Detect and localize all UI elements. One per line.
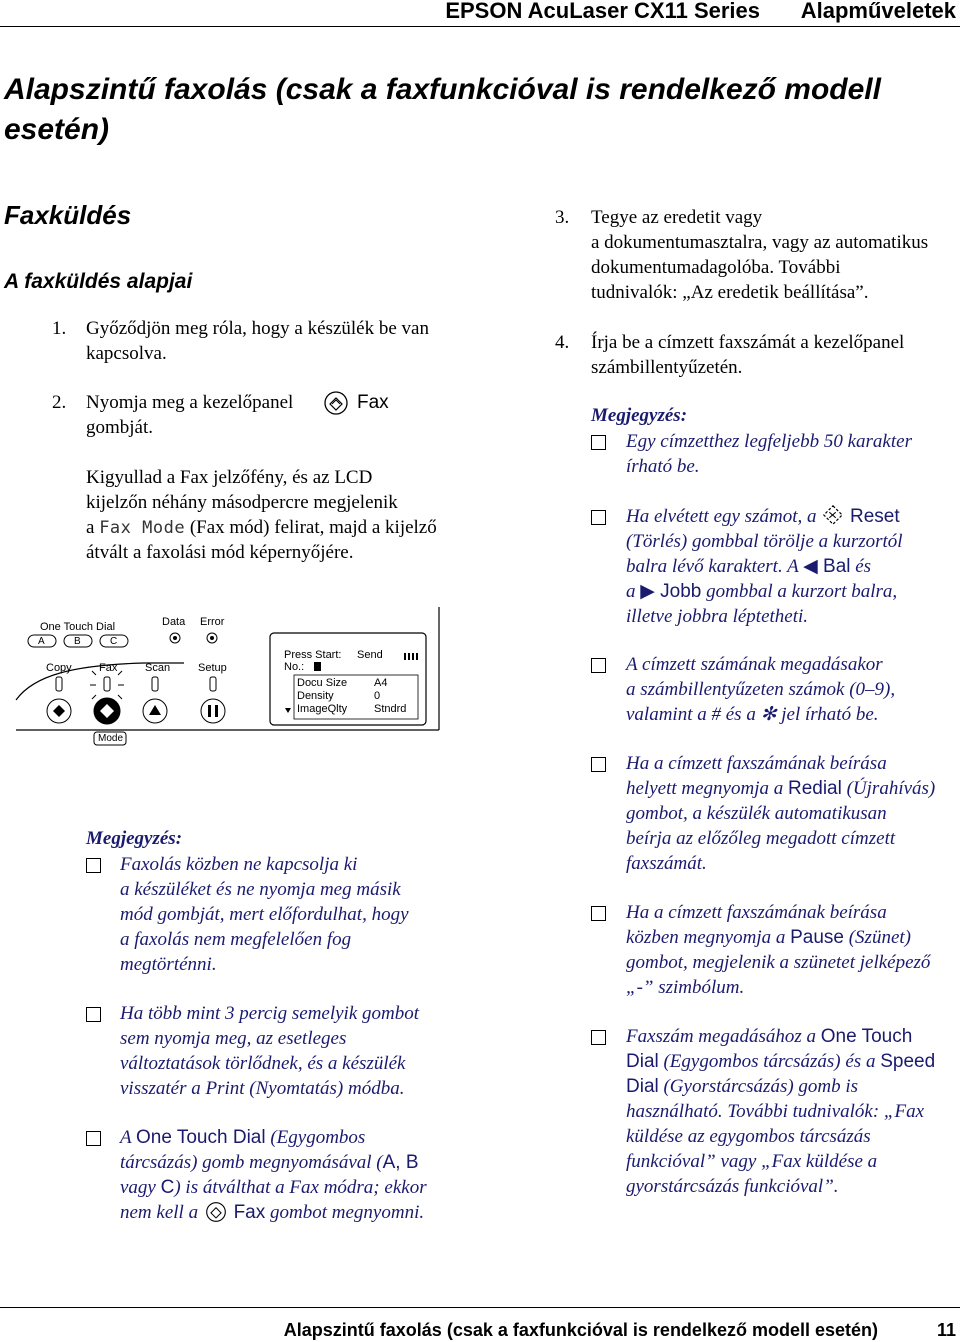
subsection-heading: A faxküldés alapjai — [4, 270, 193, 293]
t: gombot megnyomni. — [270, 1202, 425, 1223]
reset-key: Reset — [849, 506, 900, 527]
page-number: 11 — [936, 1320, 956, 1340]
t: ) is átválthat a Fax módra; ekkor — [174, 1177, 427, 1198]
note-line: küldése az egygombos tárcsázás — [626, 1126, 871, 1147]
fax-button-icon — [323, 390, 349, 416]
note-line — [120, 1125, 427, 1150]
fax-button-icon — [203, 1201, 229, 1223]
step-4-text — [591, 330, 904, 380]
note-line: funkcióval” vagy „Fax küldése a — [626, 1151, 878, 1172]
note-line — [120, 1175, 427, 1200]
note-line — [626, 579, 903, 604]
t: (Egygombos — [270, 1127, 366, 1148]
note-line: (Törlés) gombbal törölje a kurzortól — [626, 531, 903, 552]
error-led-label: Error — [200, 616, 225, 628]
lcd-fax-mode-text: Fax Mode — [99, 518, 186, 538]
checkbox-icon — [86, 858, 101, 873]
note-line: megtörténni. — [120, 954, 217, 975]
speed-key: Speed — [880, 1051, 936, 1072]
t: Ha elvétett egy számot, a — [626, 506, 817, 527]
t: közben megnyomja a — [626, 927, 786, 948]
control-panel-diagram — [14, 605, 444, 755]
setup-mode-label: Setup — [198, 662, 227, 674]
step-line: tudnivalók: „Az eredetik beállítása”. — [591, 282, 869, 303]
step-line: a dokumentumasztalra, vagy az automatikus — [591, 232, 929, 253]
note-line: Ha több mint 3 percig semelyik gombot — [120, 1003, 420, 1024]
note-line: Faxolás közben ne kapcsolja ki — [120, 854, 358, 875]
left-note-bullet-2 — [120, 1001, 419, 1101]
checkbox-icon — [591, 658, 606, 673]
note-line: sem nyomja meg, az esetleges — [120, 1028, 347, 1049]
one-touch-key: One Touch — [820, 1026, 913, 1047]
step-line: számbillentyűzetén. — [591, 357, 743, 378]
note-line: írható be. — [626, 456, 700, 477]
note-line: használható. További tudnivalók: „Fax — [626, 1101, 925, 1122]
step-1-line-2: kapcsolva. — [86, 343, 167, 364]
note-line — [626, 925, 930, 950]
note-line: gombot, a készülék automatikusan — [626, 803, 887, 824]
mode-label: Mode — [98, 733, 124, 744]
note-line — [626, 776, 935, 801]
lcd-row-3a: Docu Size — [297, 677, 348, 689]
note-line — [120, 1200, 427, 1225]
one-touch-dial-key: One Touch Dial — [136, 1127, 266, 1148]
text-fax-mode-desc: (Fax mód) felirat, majd a kijelző — [189, 517, 437, 538]
t: Faxszám megadásához a — [626, 1026, 816, 1047]
checkbox-icon — [591, 510, 606, 525]
dial-key: Dial — [626, 1051, 659, 1072]
header-product: EPSON AcuLaser CX11 Series — [445, 0, 760, 23]
lcd-row-5a: ImageQlty — [297, 703, 348, 715]
redial-key: Redial — [787, 778, 842, 799]
right-note-bullet-2 — [626, 504, 903, 629]
step-2-number: 2. — [52, 392, 67, 413]
t: gombbal a kurzort balra, — [706, 581, 898, 602]
note-line: illetve jobbra léptetheti. — [626, 606, 809, 627]
checkbox-icon — [591, 1030, 606, 1045]
note-line: gombot, megjelenik a szünetet jelképező — [626, 952, 931, 973]
checkbox-icon — [591, 435, 606, 450]
step-2-desc-line-2: kijelzőn néhány másodpercre megjelenik — [86, 492, 398, 513]
t: helyett megnyomja a — [626, 778, 784, 799]
text-a: a — [86, 517, 95, 538]
lcd-row-2: No.: — [284, 661, 305, 673]
note-line: Ha a címzett faxszámának beírása — [626, 753, 887, 774]
fax-key-label: Fax — [357, 392, 389, 413]
right-note-bullet-5 — [626, 900, 930, 1000]
note-line: Egy címzetthez legfeljebb 50 karakter — [626, 431, 912, 452]
right-note-bullet-1 — [626, 429, 912, 479]
one-touch-dial-label: One Touch Dial — [40, 621, 116, 633]
c-key: C — [160, 1177, 175, 1198]
step-3-number: 3. — [555, 207, 570, 228]
t: vagy — [120, 1177, 156, 1198]
lcd-row-3b: A4 — [374, 677, 388, 689]
note-line: „-” szimbólum. — [626, 977, 745, 998]
left-note-bullet-3 — [120, 1125, 427, 1225]
step-line: Tegye az eredetit vagy — [591, 207, 763, 228]
right-note-bullet-6 — [626, 1024, 935, 1199]
lcd-row-1a: Press Start: — [284, 649, 342, 661]
pause-key: Pause — [790, 927, 844, 948]
checkbox-icon — [86, 1131, 101, 1146]
lcd-row-4b: 0 — [374, 690, 381, 702]
note-line: visszatér a Print (Nyomtatás) módba. — [120, 1078, 405, 1099]
checkbox-icon — [86, 1007, 101, 1022]
dial-key: Dial — [626, 1076, 659, 1097]
copy-mode-label: Copy — [46, 662, 72, 674]
right-key: ▶ Jobb — [640, 581, 702, 602]
note-line: gyorstárcsázás funkcióval”. — [626, 1176, 839, 1197]
note-line: valamint a # és a ✻ jel írható be. — [626, 704, 879, 725]
checkbox-icon — [591, 906, 606, 921]
step-1-line-1: Győződjön meg róla, hogy a készülék be van — [86, 318, 429, 339]
note-line — [626, 1024, 935, 1049]
left-key: ◀ Bal — [803, 556, 851, 577]
note-line: mód gombját, mert előfordulhat, hogy — [120, 904, 409, 925]
fax-mode-label: Fax — [99, 662, 118, 674]
note-line: változtatások törlődnek, és a készülék — [120, 1053, 406, 1074]
note-line — [626, 554, 903, 579]
scan-mode-label: Scan — [145, 662, 171, 674]
note-line — [626, 1049, 935, 1074]
step-3-text — [591, 205, 928, 305]
lcd-row-1b: Send — [357, 649, 383, 661]
t: A — [120, 1127, 132, 1148]
footer-text: Alapszintű faxolás (csak a faxfunkcióval is rendelkező modell esetén) — [283, 1320, 878, 1340]
header-section: Alapműveletek — [800, 0, 956, 23]
step-2-line-2: gombját. — [86, 417, 154, 438]
step-2-desc-line-1: Kigyullad a Fax jelzőfény, és az LCD — [86, 467, 373, 488]
t: tárcsázás) gomb megnyomásával ( — [120, 1152, 383, 1173]
section-heading: Faxküldés — [4, 200, 132, 230]
note-line: a faxolás nem megfelelően fog — [120, 929, 352, 950]
note-line: Ha a címzett faxszámának beírása — [626, 902, 887, 923]
t: a — [626, 581, 636, 602]
button-c-label[interactable]: C — [110, 636, 118, 647]
button-a-label[interactable]: A — [38, 636, 45, 647]
left-note-title: Megjegyzés: — [86, 828, 183, 849]
note-line: a készüléket és ne nyomja meg másik — [120, 879, 401, 900]
note-line — [626, 1074, 935, 1099]
t: és — [855, 556, 872, 577]
button-b-label[interactable]: B — [74, 636, 81, 647]
note-line: beírja az előzőleg megadott címzett — [626, 828, 896, 849]
page-header — [0, 0, 960, 27]
page-title: Alapszintű faxolás (csak a faxfunkcióval is rendelkező modell esetén) — [4, 73, 881, 146]
note-line: A címzett számának megadásakor — [626, 654, 883, 675]
step-2-desc-line-3 — [86, 515, 437, 541]
page-footer — [0, 1307, 960, 1342]
step-2-line-1: Nyomja meg a kezelőpanel — [86, 392, 294, 413]
fax-key: Fax — [233, 1202, 266, 1223]
t: nem kell a — [120, 1202, 199, 1223]
note-line — [120, 1150, 427, 1175]
right-note-bullet-3 — [626, 652, 895, 727]
lcd-row-5b: Stndrd — [374, 703, 407, 715]
step-line: Írja be a címzett faxszámát a kezelőpanel — [591, 332, 905, 353]
checkbox-icon — [591, 757, 606, 772]
step-line: dokumentumadagolóba. További — [591, 257, 841, 278]
step-2-desc-line-4: átvált a faxolási mód képernyőjére. — [86, 542, 354, 563]
lcd-row-4a: Density — [297, 690, 334, 702]
t: (Szünet) — [848, 927, 911, 948]
note-line: faxszámát. — [626, 853, 707, 874]
step-1-number: 1. — [52, 318, 67, 339]
left-note-bullet-1 — [120, 852, 409, 977]
t: (Újrahívás) — [846, 778, 936, 799]
ab-keys: A, B — [382, 1152, 419, 1173]
t: (Egygombos tárcsázás) és a — [663, 1051, 876, 1072]
right-note-bullet-4 — [626, 751, 935, 876]
reset-icon — [821, 504, 845, 526]
step-4-number: 4. — [555, 332, 570, 353]
right-note-title: Megjegyzés: — [591, 405, 688, 426]
t: balra lévő karaktert. A — [626, 556, 799, 577]
note-line: a számbillentyűzeten számok (0–9), — [626, 679, 896, 700]
note-line — [626, 504, 903, 529]
data-led-label: Data — [162, 616, 186, 628]
t: (Gyorstárcsázás) gomb is — [663, 1076, 859, 1097]
